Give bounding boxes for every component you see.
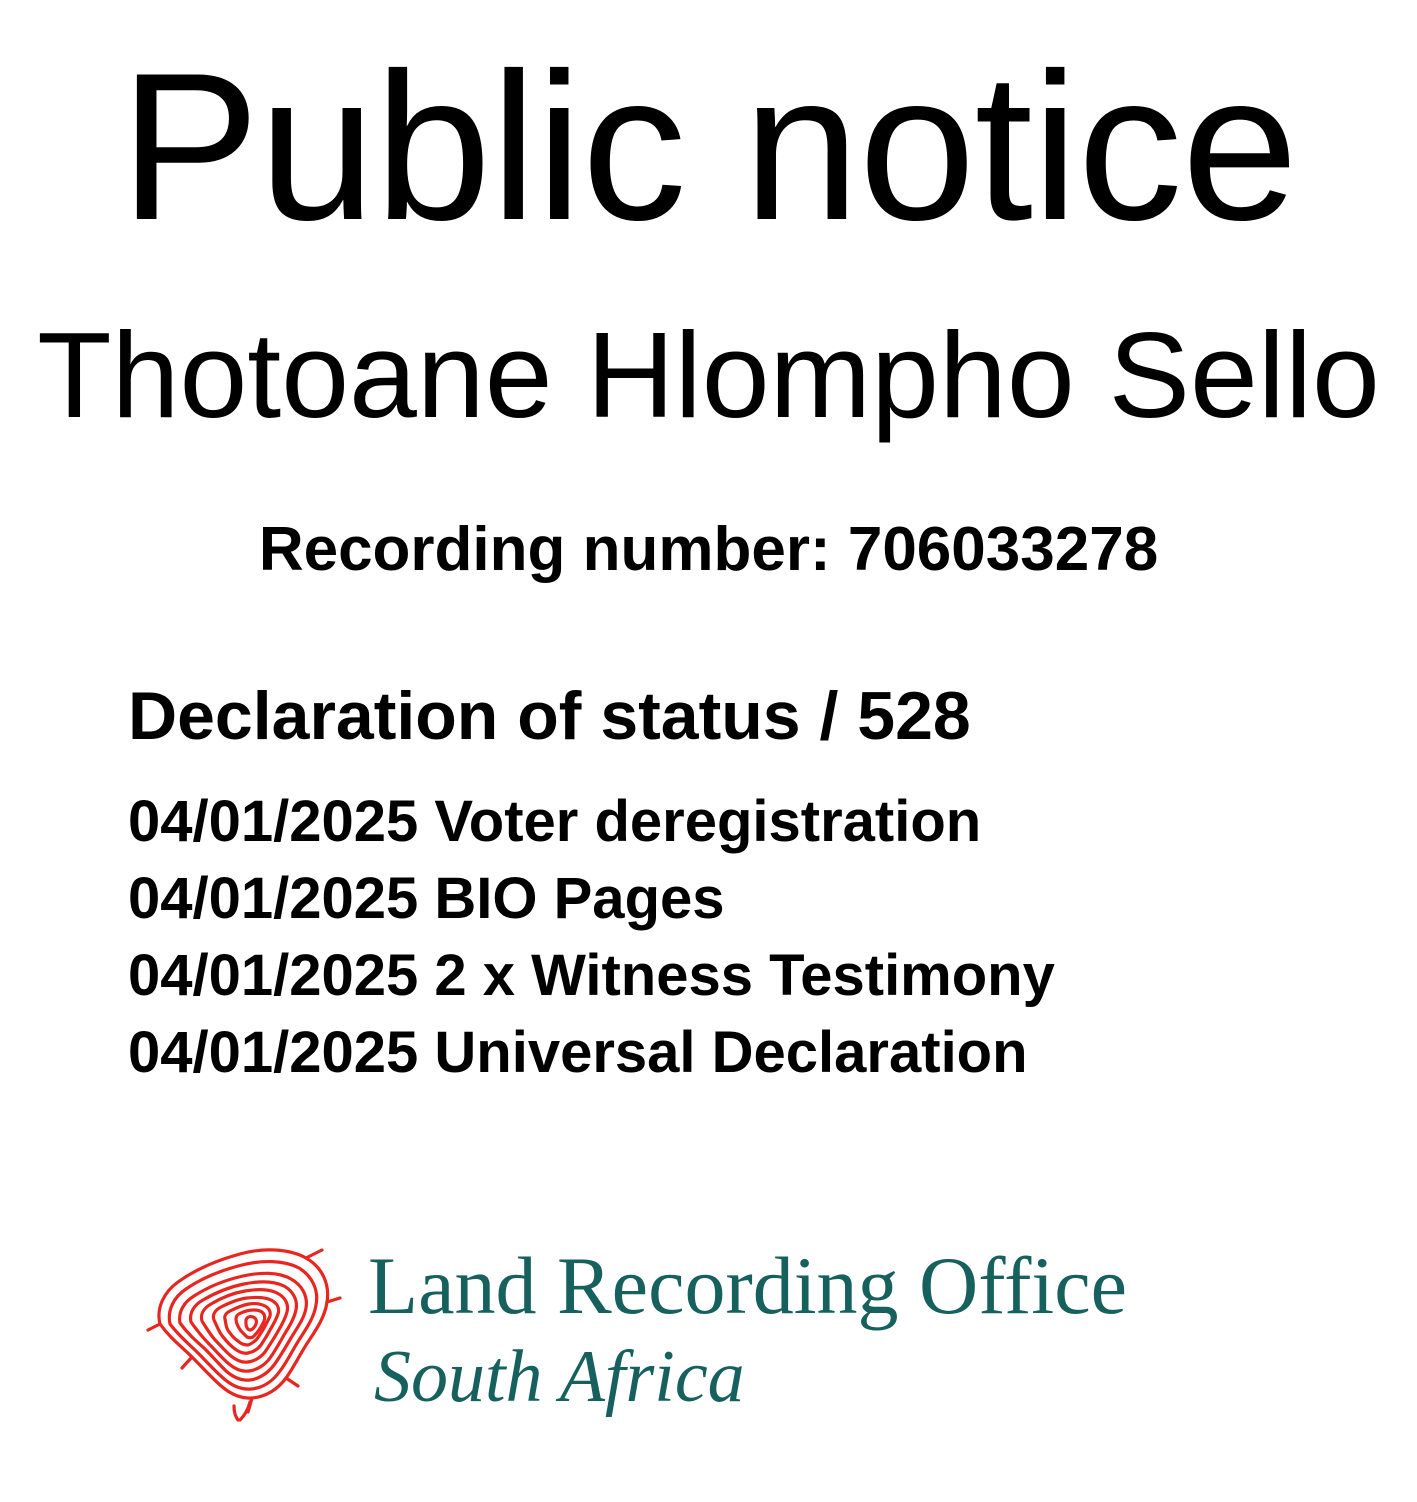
declaration-heading: Declaration of status / 528 (128, 678, 971, 754)
logo-wordmark (368, 1240, 1127, 1424)
organisation-country: South Africa (374, 1336, 745, 1419)
organisation-name: Land Recording Office (368, 1240, 1127, 1332)
declaration-entry-list (0, 755, 1417, 1092)
list-item: 04/01/2025 BIO Pages (128, 866, 725, 932)
list-item: 04/01/2025 Voter deregistration (128, 789, 982, 854)
list-item: 04/01/2025 Universal Declaration (128, 1020, 1028, 1086)
recording-number: Recording number: 706033278 (258, 515, 1159, 584)
page-title: Public notice (119, 29, 1298, 264)
subject-name: Thotoane Hlompho Sello (37, 307, 1380, 443)
list-item: 04/01/2025 2 x Witness Testimony (128, 943, 1055, 1009)
south-africa-fingerprint-map-icon (130, 1220, 360, 1450)
footer-branding (130, 1220, 1127, 1450)
